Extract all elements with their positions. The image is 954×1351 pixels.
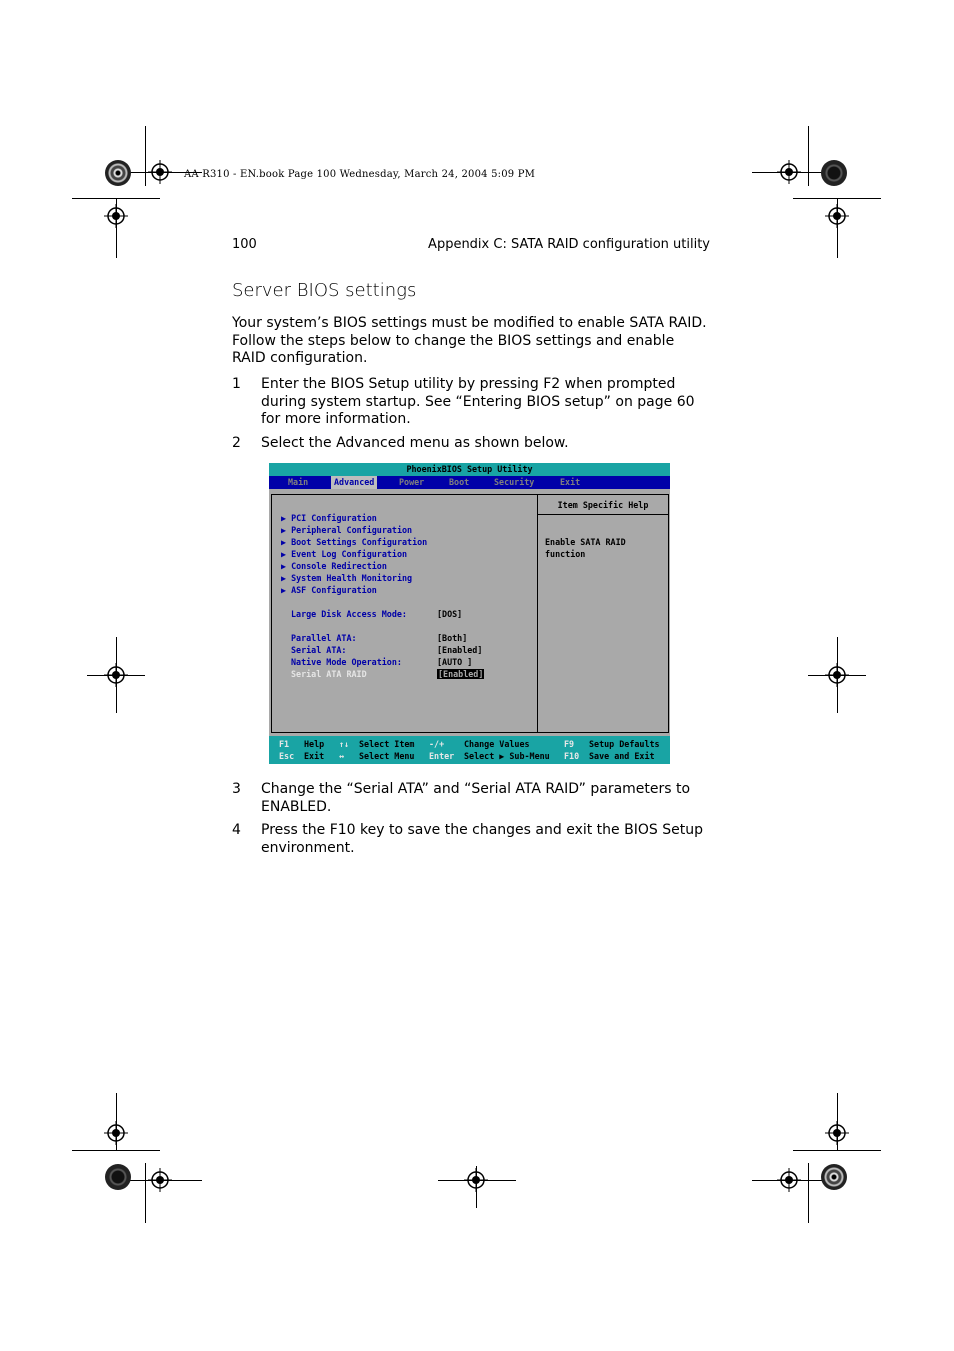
key-label: Esc bbox=[279, 751, 295, 761]
bios-help-panel bbox=[537, 494, 669, 733]
bios-menu-exit[interactable]: Exit bbox=[560, 477, 581, 487]
color-rosette-icon bbox=[105, 160, 131, 186]
bios-option-label: Serial ATA RAID bbox=[291, 669, 367, 679]
bios-help-text: Enable SATA RAID function bbox=[545, 537, 626, 559]
bios-submenu-item[interactable]: ▶ ASF Configuration bbox=[281, 585, 377, 595]
key-label: F1 bbox=[279, 739, 290, 749]
key-desc: Change Values bbox=[464, 739, 530, 749]
key-desc: Save and Exit bbox=[589, 751, 655, 761]
bios-option-label: Native Mode Operation: bbox=[291, 657, 402, 667]
step-text: Press the F10 key to save the changes and exit the BIOS Setup environment. bbox=[261, 822, 703, 856]
bios-option-label: Serial ATA: bbox=[291, 645, 347, 655]
bios-option-value[interactable]: [AUTO ] bbox=[437, 657, 473, 667]
bios-key-legend bbox=[269, 736, 670, 764]
step-text: Select the Advanced menu as shown below. bbox=[261, 435, 569, 451]
bios-menu-power[interactable]: Power bbox=[399, 477, 425, 487]
section-title: Server BIOS settings bbox=[232, 280, 417, 301]
step-number: 3 bbox=[232, 781, 241, 797]
registration-mark-icon bbox=[777, 160, 801, 184]
key-label: -/+ bbox=[429, 739, 445, 749]
bios-help-title: Item Specific Help bbox=[538, 500, 668, 515]
key-desc: Select ▶ Sub-Menu bbox=[464, 751, 550, 761]
bios-menu-bar bbox=[269, 476, 670, 489]
bios-submenu-item[interactable]: ▶ Console Redirection bbox=[281, 561, 387, 571]
registration-mark-icon bbox=[777, 1168, 801, 1192]
step-text: Enter the BIOS Setup utility by pressing F2 when prompted during system startup. See “Entering BIOS setup” on page 60 for more information. bbox=[261, 376, 695, 428]
key-desc: Select Menu bbox=[359, 751, 415, 761]
bios-option-value[interactable]: [DOS] bbox=[437, 609, 463, 619]
bios-menu-security[interactable]: Security bbox=[494, 477, 535, 487]
intro-paragraph: Your system’s BIOS settings must be modified to enable SATA RAID. Follow the steps below to change the BIOS settings and enable RAID configuration. bbox=[232, 315, 707, 367]
key-label: F10 bbox=[564, 751, 580, 761]
step-number: 4 bbox=[232, 822, 241, 838]
color-rosette-icon bbox=[821, 1164, 847, 1190]
key-desc: Exit bbox=[304, 751, 325, 761]
bios-submenu-item[interactable]: ▶ Peripheral Configuration bbox=[281, 525, 413, 535]
key-label: ↑↓ bbox=[339, 739, 350, 749]
running-head: Appendix C: SATA RAID configuration utility bbox=[428, 237, 710, 252]
key-label: F9 bbox=[564, 739, 575, 749]
bios-option-value[interactable]: [Both] bbox=[437, 633, 468, 643]
key-desc: Help bbox=[304, 739, 325, 749]
registration-mark-icon bbox=[104, 663, 128, 687]
key-label: Enter bbox=[429, 751, 455, 761]
registration-mark-icon bbox=[825, 663, 849, 687]
registration-mark-icon bbox=[104, 204, 128, 228]
step-number: 2 bbox=[232, 435, 241, 451]
bios-option-label: Large Disk Access Mode: bbox=[291, 609, 407, 619]
print-header: AA R310 - EN.book Page 100 Wednesday, March 24, 2004 5:09 PM bbox=[184, 169, 536, 180]
bios-title-bar: PhoenixBIOS Setup Utility bbox=[269, 463, 670, 476]
bios-submenu-item[interactable]: ▶ System Health Monitoring bbox=[281, 573, 413, 583]
key-desc: Setup Defaults bbox=[589, 739, 660, 749]
step-text: Change the “Serial ATA” and “Serial ATA RAID” parameters to ENABLED. bbox=[261, 781, 691, 815]
bios-menu-boot[interactable]: Boot bbox=[449, 477, 470, 487]
bios-menu-advanced[interactable]: Advanced bbox=[331, 476, 377, 489]
registration-mark-icon bbox=[148, 1168, 172, 1192]
registration-mark-icon bbox=[464, 1168, 488, 1192]
bios-option-value-selected[interactable]: [Enabled] bbox=[438, 669, 484, 679]
key-label: ↔ bbox=[339, 751, 345, 761]
registration-mark-icon bbox=[825, 204, 849, 228]
bios-option-label: Parallel ATA: bbox=[291, 633, 357, 643]
color-rosette-icon bbox=[105, 1164, 131, 1190]
bios-option-value[interactable]: [Enabled] bbox=[437, 645, 483, 655]
bios-screenshot bbox=[269, 463, 670, 764]
bios-submenu-item[interactable]: ▶ Boot Settings Configuration bbox=[281, 537, 428, 547]
registration-mark-icon bbox=[148, 160, 172, 184]
color-rosette-icon bbox=[821, 160, 847, 186]
bios-menu-main[interactable]: Main bbox=[288, 477, 309, 487]
step-number: 1 bbox=[232, 376, 241, 392]
page-number: 100 bbox=[232, 237, 257, 252]
registration-mark-icon bbox=[825, 1121, 849, 1145]
bios-submenu-item[interactable]: ▶ Event Log Configuration bbox=[281, 549, 408, 559]
registration-mark-icon bbox=[104, 1121, 128, 1145]
bios-submenu-item[interactable]: ▶ PCI Configuration bbox=[281, 513, 377, 523]
key-desc: Select Item bbox=[359, 739, 415, 749]
bios-settings-panel bbox=[271, 494, 538, 733]
